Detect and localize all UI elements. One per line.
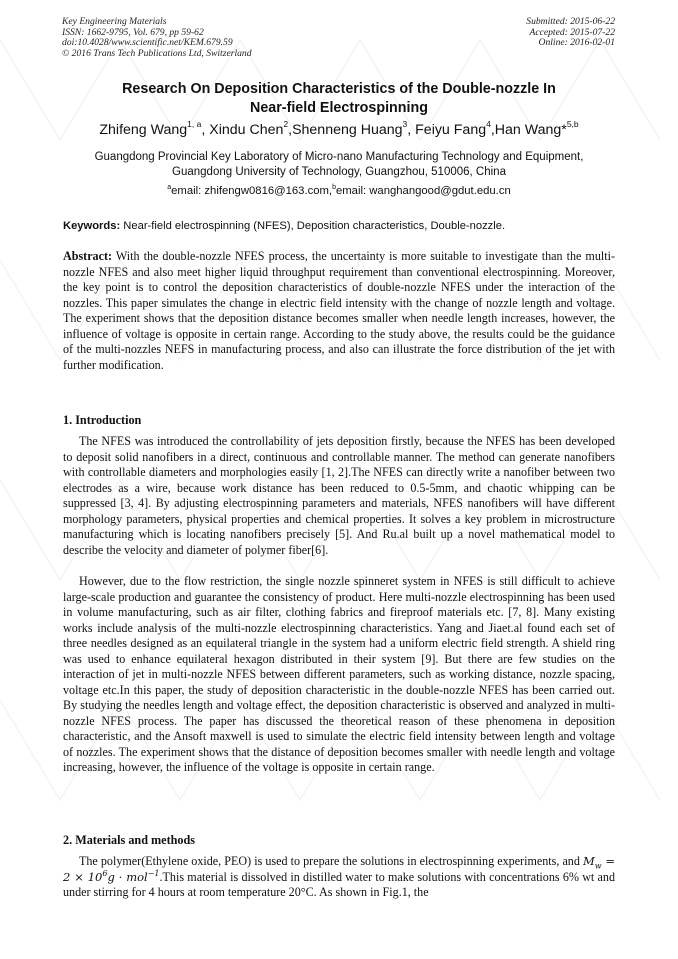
title-line-2: Near-field Electrospinning [250, 99, 428, 116]
journal-header-right [526, 17, 615, 49]
journal-doi[interactable]: doi:10.4028/www.scientific.net/KEM.679.59 [62, 37, 233, 49]
formula-exp: 6 [102, 868, 108, 878]
email-b-marker: b [332, 184, 336, 191]
submitted-date: Submitted: 2015-06-22 [526, 16, 615, 27]
keywords [63, 219, 623, 234]
accepted-date: Accepted: 2015-07-22 [529, 26, 615, 38]
author-list [40, 120, 638, 140]
author-2-affil: 2 [283, 119, 289, 129]
materials-paragraph-1 [63, 854, 615, 901]
paper-title [60, 80, 618, 117]
author-5-affil: 5,b [566, 119, 579, 129]
author-4-affil: 4 [486, 119, 491, 129]
affiliation [50, 150, 628, 180]
keywords-text: Near-field electrospinning (NFES), Deposition characteristics, Double-nozzle. [120, 220, 506, 232]
journal-issn: ISSN: 1662-9795, Vol. 679, pp 59-62 [62, 26, 204, 38]
formula-lhs-sub: w [594, 861, 602, 871]
formula-unit: g · mol [107, 869, 148, 884]
formula-unit-exp: −1 [147, 868, 160, 878]
email-b[interactable]: email: wanghangood@gdut.edu.cn [335, 185, 511, 197]
materials-text-1: The polymer(Ethylene oxide, PEO) is used to prepare the solutions in electrospinning experiments, and [79, 854, 583, 868]
author-3-affil: 3 [402, 119, 408, 129]
author-3: ,Shenneng Huang [288, 122, 403, 138]
author-1-affil: 1, a [187, 119, 202, 129]
journal-header-left [62, 17, 252, 59]
section-heading-introduction: 1. Introduction [63, 413, 142, 427]
journal-copyright: © 2016 Trans Tech Publications Ltd, Switzerland [62, 47, 252, 59]
introduction-paragraph-2: However, due to the flow restriction, the single nozzle spinneret system in NFES is still difficult to achieve large-scale production and guarantee the consistency of product. Here multi-nozzle electrospinning has been used in volume manufacturing, such as air filter, clothing fabrics and fireproof materials etc. [7, 8]. Many existing works include analysis of the multi-nozzle electrospinning characteristics. Yang and Jiaet.al found each set of three needles designed as an equilateral triangle in the system had a uniform electric field strength. A shield ring was used to enhance equilateral hexagon distributed in their system [9]. But there are few studies on the interaction of jet in multi-nozzle NFES between different parameters, such as working distance, nozzle spacing, voltage etc.In this paper, the study of deposition characteristic in the double-nozzle NFES has been carried out. By studying the needles length and voltage effect, the deposition characteristic is observed and analyzed in multi-nozzle NFES process. The paper has discussed the theoretical reason of these phenomena in deposition characteristic, and the Ansoft maxwell is used to simulate the electric field intensity between length and voltage of nozzles. The experiment shows that the distance of deposition becomes smaller with needle length and voltage increasing, however, the influence of the voltage is opposite in certain range. [63, 574, 615, 774]
author-1: Zhifeng Wang [99, 122, 188, 138]
abstract [63, 249, 615, 373]
materials-text-2: .This material is dissolved in distilled water to make solutions with concentrations 6% wt and under stirring for 4 hours at room temperature 20°C. As shown in Fig.1, the [63, 869, 615, 899]
online-date: Online: 2016-02-01 [538, 37, 615, 49]
email-a-marker: a [167, 184, 172, 191]
author-5: ,Han Wang* [490, 122, 567, 138]
affiliation-line-1: Guangdong Provincial Key Laboratory of Micro-nano Manufacturing Technology and Equipment, [94, 151, 584, 163]
abstract-text: With the double-nozzle NFES process, the uncertainty is more suitable to investigate than the multi-nozzle NFES and also meet higher liquid throughput requirement than conventional electrospinning. Moreover, the key point is to control the deposition characteristics of double-nozzle NFES under the interaction of the nozzles. This paper simulates the change in electric field intensity with the change of nozzle length and voltage. The experiment shows that the deposition distance becomes smaller when needle length increases, however, the influence of voltage is opposite in certain range. According to the study above, the results could be the guidance of the multi-nozzles NEFS in manufacturing process, and also can illustrate the force distribution of the jet with further modification. [63, 249, 615, 372]
keywords-label: Keywords: [63, 220, 121, 232]
email-a[interactable]: email: zhifengw0816@163.com, [171, 185, 333, 197]
introduction-paragraph-1: The NFES was introduced the controllability of jets deposition firstly, because the NFES has been developed to deposit solid nanofibers in a direct, continuous and controllable manner. The method can generate nanofibers with controllable diameters and morphologies easily [1, 2].The NFES can directly write a nanofiber between two electrodes as a wire, because work distance has been reduced to 0.5-5mm, and chaotic whipping can be suppressed [3, 4]. By adjusting electrospinning parameters and materials, NFES nanofibers will have different morphology parameters, physical properties and chemical properties. It solves a key problem in microstructure manufacturing which is locating nanofibers precisely [5]. And Ru.al built up a novel mathematical model to describe the velocity and diameter of polymer fiber[6]. [63, 434, 615, 557]
abstract-label: Abstract: [63, 249, 113, 263]
formula-lhs: M [583, 854, 595, 868]
journal-name: Key Engineering Materials [62, 16, 167, 27]
formula-mid: = 2 × 10 [63, 854, 615, 884]
author-2: , Xindu Chen [201, 122, 284, 138]
affiliation-line-2: Guangdong University of Technology, Guangzhou, 510006, China [172, 166, 506, 178]
author-4: , Feiyu Fang [407, 122, 487, 138]
title-line-1: Research On Deposition Characteristics of the Double-nozzle In [122, 81, 556, 97]
section-heading-materials: 2. Materials and methods [63, 833, 196, 847]
author-emails [50, 184, 628, 199]
